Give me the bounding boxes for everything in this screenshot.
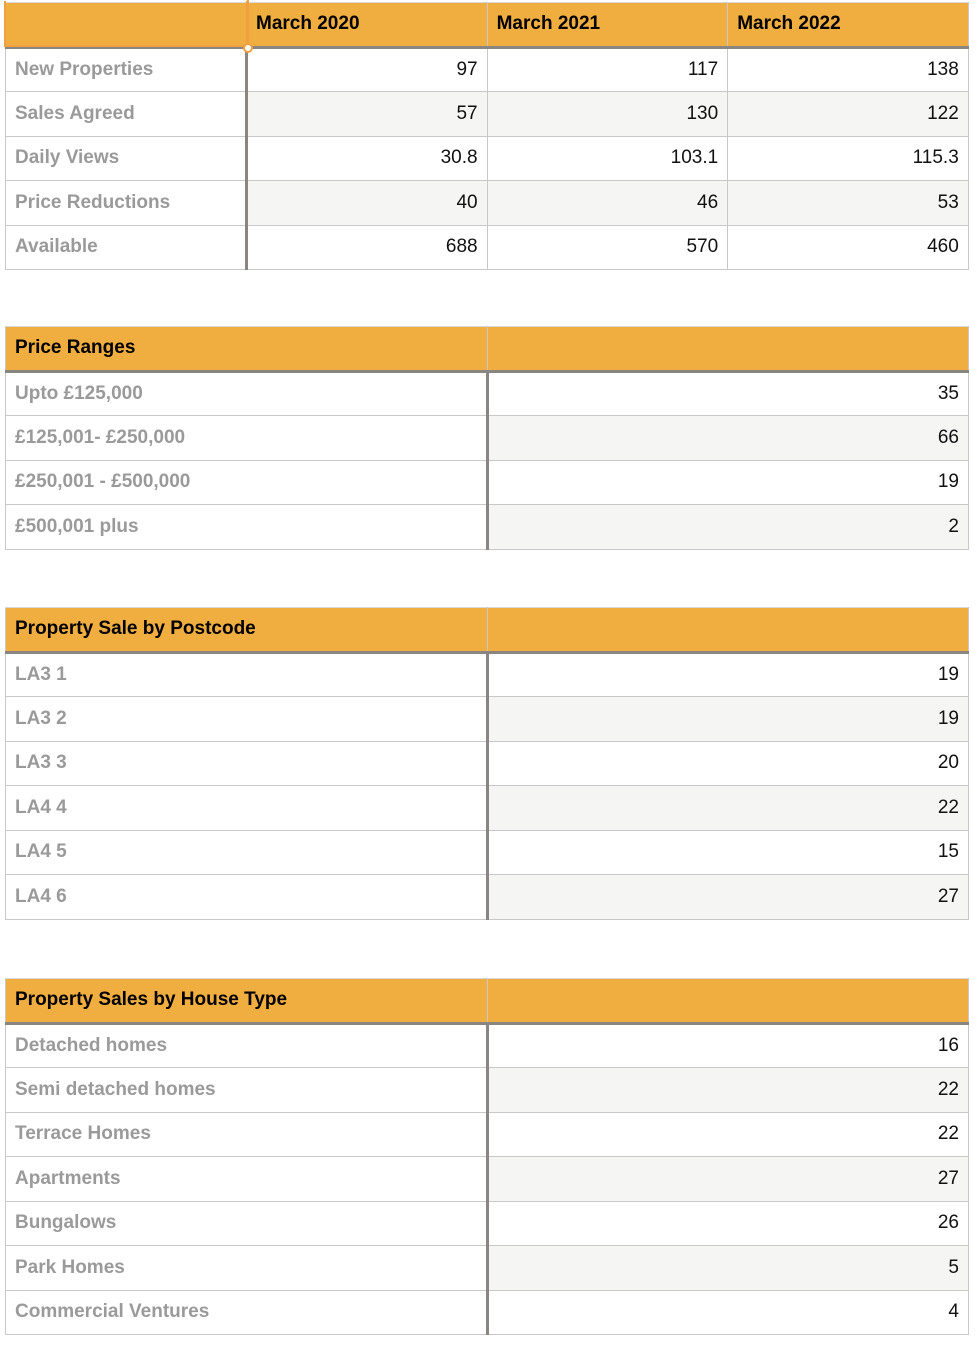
table-row [6, 652, 969, 697]
table-row [6, 1290, 969, 1335]
table-row [6, 416, 969, 461]
row-label[interactable]: Bungalows [6, 1201, 488, 1246]
table-row [6, 697, 969, 742]
row-label[interactable]: Park Homes [6, 1246, 488, 1291]
table-cell[interactable]: 22 [488, 786, 969, 831]
row-label[interactable]: Upto £125,000 [6, 371, 488, 416]
table-cell[interactable]: 5 [488, 1246, 969, 1291]
header-cell-march-2022[interactable]: March 2022 [728, 3, 969, 48]
header-row [6, 608, 969, 653]
row-label[interactable]: Available [6, 225, 247, 270]
table-row [6, 1157, 969, 1202]
row-label[interactable]: Detached homes [6, 1023, 488, 1068]
table-title[interactable]: Price Ranges [6, 327, 488, 372]
cell-selection-edge [247, 0, 249, 48]
price-ranges-table [5, 326, 969, 550]
header-row [6, 327, 969, 372]
table-cell[interactable]: 688 [247, 225, 488, 270]
row-label[interactable]: LA4 6 [6, 875, 488, 920]
table-cell[interactable]: 4 [488, 1290, 969, 1335]
table-cell[interactable]: 20 [488, 741, 969, 786]
row-label[interactable]: £125,001- £250,000 [6, 416, 488, 461]
table-cell[interactable]: 138 [728, 47, 969, 92]
table-cell[interactable]: 117 [487, 47, 728, 92]
table-row [6, 92, 969, 137]
table-cell[interactable]: 66 [488, 416, 969, 461]
table-row [6, 1023, 969, 1068]
table-row [6, 830, 969, 875]
table-row [6, 786, 969, 831]
table-cell[interactable]: 122 [728, 92, 969, 137]
table-row [6, 47, 969, 92]
table-cell[interactable]: 57 [247, 92, 488, 137]
table-row [6, 460, 969, 505]
header-row [6, 979, 969, 1024]
postcode-table [5, 607, 969, 920]
row-label[interactable]: Apartments [6, 1157, 488, 1202]
selection-resize-handle[interactable] [243, 43, 253, 53]
table-cell[interactable]: 2 [488, 505, 969, 550]
table-row [6, 1112, 969, 1157]
table-cell[interactable]: 103.1 [487, 136, 728, 181]
table-row [6, 741, 969, 786]
row-label[interactable]: £500,001 plus [6, 505, 488, 550]
table-cell[interactable]: 570 [487, 225, 728, 270]
table-row [6, 875, 969, 920]
table-cell[interactable]: 19 [488, 460, 969, 505]
header-cell-march-2020[interactable]: March 2020 [247, 3, 488, 48]
row-label[interactable]: Sales Agreed [6, 92, 247, 137]
row-label[interactable]: Price Reductions [6, 181, 247, 226]
row-label[interactable]: LA4 5 [6, 830, 488, 875]
header-cell-empty[interactable] [488, 608, 969, 653]
table-cell[interactable]: 22 [488, 1112, 969, 1157]
row-label[interactable]: LA4 4 [6, 786, 488, 831]
row-label[interactable]: Semi detached homes [6, 1068, 488, 1113]
row-label[interactable]: Daily Views [6, 136, 247, 181]
table-row [6, 1201, 969, 1246]
table-cell[interactable]: 30.8 [247, 136, 488, 181]
row-label[interactable]: LA3 3 [6, 741, 488, 786]
table-cell[interactable]: 115.3 [728, 136, 969, 181]
header-cell-empty[interactable] [488, 979, 969, 1024]
row-label[interactable]: New Properties [6, 47, 247, 92]
table-title[interactable]: Property Sale by Postcode [6, 608, 488, 653]
row-label[interactable]: LA3 1 [6, 652, 488, 697]
header-cell-corner[interactable] [6, 3, 247, 48]
table-cell[interactable]: 130 [487, 92, 728, 137]
table-row [6, 181, 969, 226]
table-cell[interactable]: 53 [728, 181, 969, 226]
row-label[interactable]: Terrace Homes [6, 1112, 488, 1157]
table-title[interactable]: Property Sales by House Type [6, 979, 488, 1024]
table-row [6, 1068, 969, 1113]
table-row [6, 505, 969, 550]
row-label[interactable]: £250,001 - £500,000 [6, 460, 488, 505]
table-cell[interactable]: 27 [488, 1157, 969, 1202]
table-cell[interactable]: 97 [247, 47, 488, 92]
table-cell[interactable]: 19 [488, 697, 969, 742]
summary-table [5, 2, 969, 270]
table-cell[interactable]: 40 [247, 181, 488, 226]
table-cell[interactable]: 16 [488, 1023, 969, 1068]
table-cell[interactable]: 27 [488, 875, 969, 920]
header-cell-march-2021[interactable]: March 2021 [487, 3, 728, 48]
table-cell[interactable]: 26 [488, 1201, 969, 1246]
table-cell[interactable]: 46 [487, 181, 728, 226]
table-row [6, 1246, 969, 1291]
table-row [6, 225, 969, 270]
table-cell[interactable]: 35 [488, 371, 969, 416]
table-cell[interactable]: 460 [728, 225, 969, 270]
table-row [6, 136, 969, 181]
row-label[interactable]: LA3 2 [6, 697, 488, 742]
header-row [6, 3, 969, 48]
row-label[interactable]: Commercial Ventures [6, 1290, 488, 1335]
table-row [6, 371, 969, 416]
header-cell-empty[interactable] [488, 327, 969, 372]
house-type-table [5, 978, 969, 1335]
table-cell[interactable]: 22 [488, 1068, 969, 1113]
table-cell[interactable]: 15 [488, 830, 969, 875]
table-cell[interactable]: 19 [488, 652, 969, 697]
